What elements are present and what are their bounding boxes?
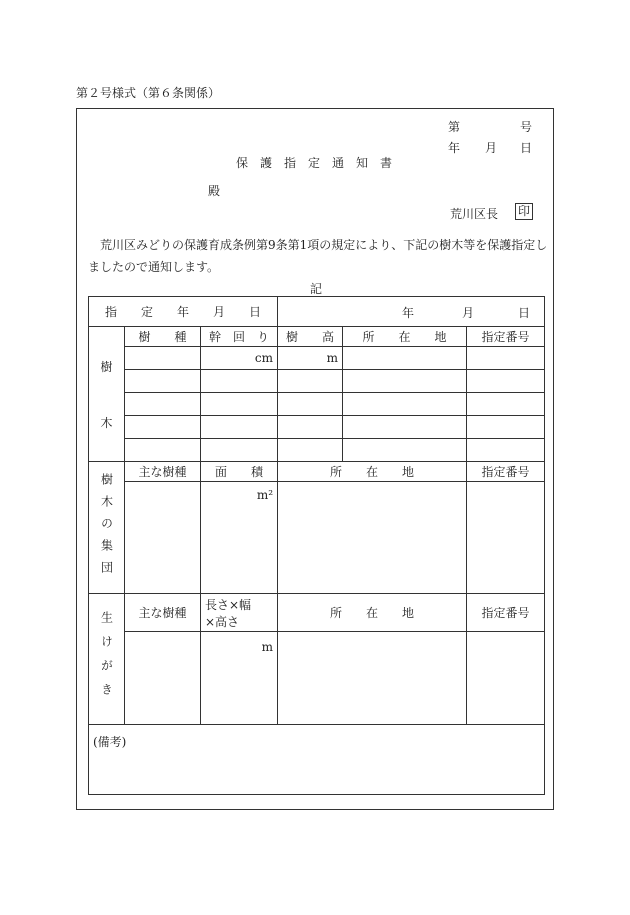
tree-col-height: 樹 高: [278, 327, 343, 347]
group-location-cell[interactable]: [278, 482, 467, 594]
hedge-header-row: [89, 594, 545, 632]
hedge-row: [89, 632, 545, 725]
tree-location-cell[interactable]: [343, 393, 467, 416]
remarks-label: (備考): [93, 735, 127, 749]
body-text-line2: ましたので通知します。: [88, 260, 220, 274]
tree-species-cell[interactable]: [125, 439, 201, 462]
tree-number-cell[interactable]: [467, 439, 545, 462]
group-side-label: [89, 462, 125, 594]
group-row: [89, 482, 545, 594]
number-prefix: 第: [448, 120, 461, 134]
designated-date-row: [89, 297, 545, 327]
group-side-label-text: 樹木の集団: [99, 472, 114, 583]
date-year-label: 年: [448, 141, 461, 155]
number-suffix: 号: [520, 120, 533, 134]
hedge-col-size-line1: 長さ×幅: [205, 597, 252, 612]
tree-height-cell[interactable]: [278, 439, 343, 462]
seal-stamp: [515, 203, 533, 220]
tree-row: [89, 347, 545, 370]
tree-species-cell[interactable]: [125, 416, 201, 439]
designated-date-value: [278, 297, 545, 327]
tree-height-cell[interactable]: [278, 347, 343, 370]
sender-name: 荒川区長: [450, 207, 499, 221]
hedge-col-number: 指定番号: [467, 594, 545, 632]
hedge-species-cell[interactable]: [125, 632, 201, 725]
tree-side-label-bottom: 木: [100, 415, 113, 430]
tree-species-cell[interactable]: [125, 393, 201, 416]
group-col-location: 所 在 地: [278, 462, 467, 482]
tree-row: [89, 416, 545, 439]
group-number-cell[interactable]: [467, 482, 545, 594]
hedge-col-size-line2: ×高さ: [205, 614, 240, 629]
tree-species-cell[interactable]: [125, 370, 201, 393]
tree-species-cell[interactable]: [125, 347, 201, 370]
date-day-label: 日: [520, 141, 533, 155]
addressee-suffix: 殿: [208, 184, 221, 198]
group-species-cell[interactable]: [125, 482, 201, 594]
hedge-location-cell[interactable]: [278, 632, 467, 725]
seal-text: 印: [515, 203, 533, 220]
designated-day-label: 日: [518, 305, 531, 320]
tree-location-cell[interactable]: [343, 347, 467, 370]
date-month-label: 月: [485, 141, 498, 155]
tree-girth-cell[interactable]: [201, 347, 278, 370]
group-col-number: 指定番号: [467, 462, 545, 482]
tree-col-girth: 幹 回 り: [201, 327, 278, 347]
tree-location-cell[interactable]: [343, 370, 467, 393]
body-text-line1: 荒川区みどりの保護育成条例第9条第1項の規定により、下記の樹木等を保護指定し: [100, 238, 548, 252]
area-unit: m²: [256, 488, 274, 502]
girth-unit: cm: [254, 351, 274, 365]
tree-row: [89, 370, 545, 393]
hedge-size-cell[interactable]: [201, 632, 278, 725]
hedge-side-label: [89, 594, 125, 725]
hedge-col-size: [201, 594, 278, 632]
tree-girth-cell[interactable]: [201, 370, 278, 393]
tree-height-cell[interactable]: [278, 370, 343, 393]
tree-row: [89, 393, 545, 416]
tree-height-cell[interactable]: [278, 416, 343, 439]
form-number-label: 第２号様式（第６条関係）: [76, 86, 221, 100]
hedge-number-cell[interactable]: [467, 632, 545, 725]
length-unit: m: [261, 640, 274, 654]
tree-number-cell[interactable]: [467, 416, 545, 439]
group-col-species: 主な樹種: [125, 462, 201, 482]
designated-year-label: 年: [402, 305, 415, 320]
tree-header-row: [89, 327, 545, 347]
tree-col-location: 所 在 地: [343, 327, 467, 347]
tree-girth-cell[interactable]: [201, 439, 278, 462]
tree-number-cell[interactable]: [467, 347, 545, 370]
document-title: 保 護 指 定 通 知 書: [236, 156, 393, 170]
remarks-cell[interactable]: [89, 725, 545, 795]
tree-side-label-top: 樹: [100, 359, 113, 374]
group-area-cell[interactable]: [201, 482, 278, 594]
designated-date-label: 指 定 年 月 日: [89, 297, 278, 327]
hedge-col-location: 所 在 地: [278, 594, 467, 632]
tree-row: [89, 439, 545, 462]
tree-col-species: 樹 種: [125, 327, 201, 347]
tree-number-cell[interactable]: [467, 370, 545, 393]
height-unit: m: [326, 351, 339, 365]
group-header-row: [89, 462, 545, 482]
designation-table: [88, 296, 545, 795]
tree-side-label: [89, 327, 125, 462]
tree-girth-cell[interactable]: [201, 416, 278, 439]
remarks-row: [89, 725, 545, 795]
tree-girth-cell[interactable]: [201, 393, 278, 416]
tree-height-cell[interactable]: [278, 393, 343, 416]
hedge-side-label-text: 生けがき: [99, 611, 114, 707]
group-col-area: 面 積: [201, 462, 278, 482]
hedge-col-species: 主な樹種: [125, 594, 201, 632]
tree-location-cell[interactable]: [343, 439, 467, 462]
tree-col-number: 指定番号: [467, 327, 545, 347]
ki-label: 記: [310, 282, 323, 296]
designated-month-label: 月: [462, 305, 475, 320]
tree-number-cell[interactable]: [467, 393, 545, 416]
tree-location-cell[interactable]: [343, 416, 467, 439]
